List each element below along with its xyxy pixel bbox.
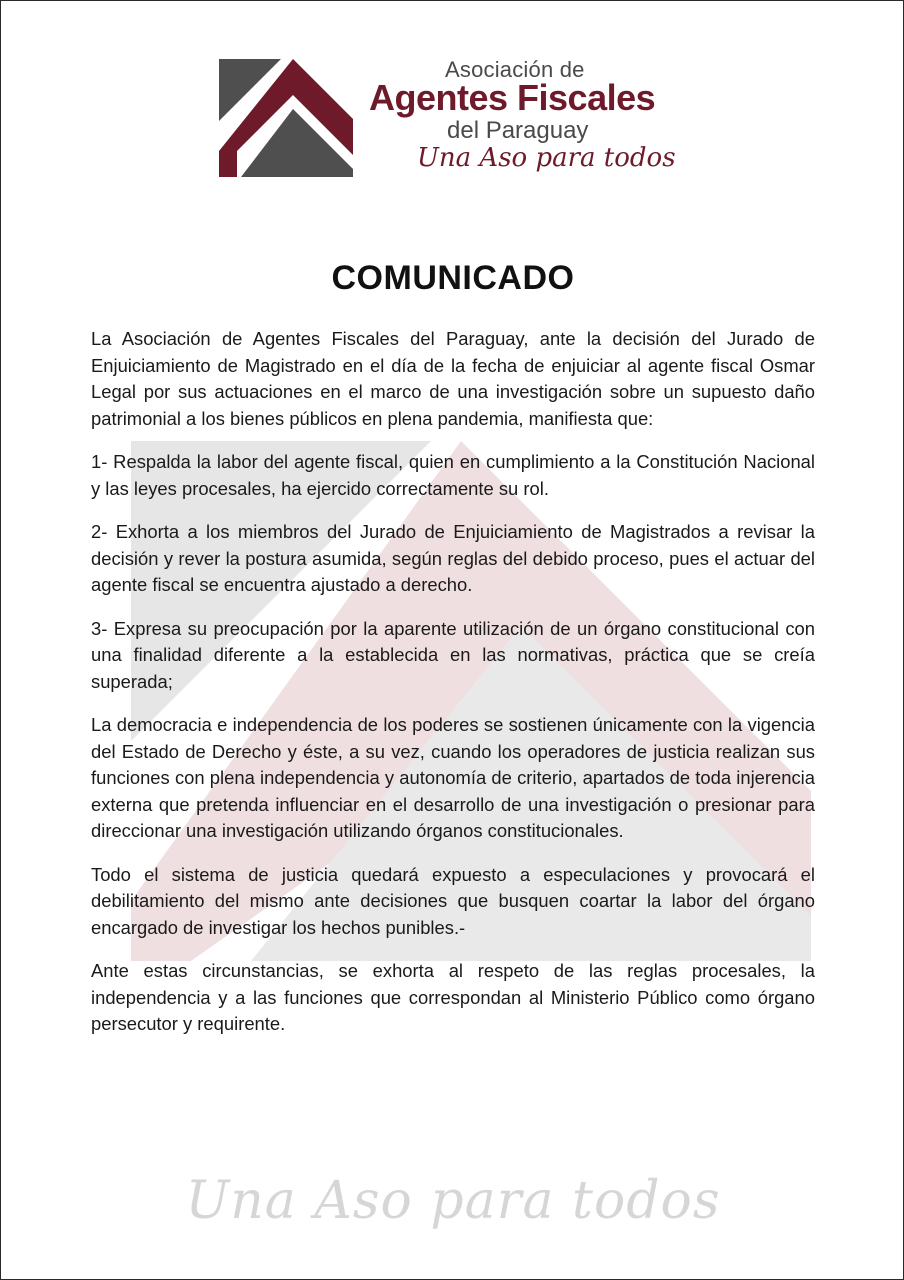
logo-text-line1: Asociación de [445,57,585,82]
footer-tagline: Una Aso para todos [185,1171,721,1231]
paragraph-point-2: 2- Exhorta a los miembros del Jurado de Enjuiciamiento de Magistrados a revisar la decisión y rever la postura asumida, según reglas del debido proceso, pues el actuar del agente fiscal se encuentra ajustado a derecho. [91,521,815,595]
paragraph-intro: La Asociación de Agentes Fiscales del Paraguay, ante la decisión del Jurado de Enjuiciamiento de Magistrado en el día de la fecha de enjuiciar al agente fiscal Osmar Legal por sus actuaciones en el marco de una investigación sobre un supuesto daño patrimonial a los bienes públicos en plena pandemia, manifiesta que: [91,328,815,429]
paragraph-point-1: 1- Respalda la labor del agente fiscal, quien en cumplimiento a la Constitución Nacional y las leyes procesales, ha ejercido correctamente su rol. [91,451,815,499]
house-roof-icon [219,59,353,177]
association-logo [219,57,739,187]
document-body [91,326,815,1055]
logo-text-line2: Agentes Fiscales [369,77,656,118]
paragraph-point-3: 3- Expresa su preocupación por la aparente utilización de un órgano constitucional con una finalidad diferente a la establecida en las normativas, práctica que se creía superada; [91,617,815,692]
paragraph-closing: Ante estas circunstancias, se exhorta al respeto de las reglas procesales, la independencia y a las funciones que correspondan al Ministerio Público como órgano persecutor y requirente. [91,960,815,1034]
paragraph-democracy: La democracia e independencia de los poderes se sostienen únicamente con la vigencia del Estado de Derecho y éste, a su vez, cuando los operadores de justicia realizan sus funciones con plena independencia y autonomía de criterio, apartados de toda injerencia externa que pretenda influenciar en el desarrollo de una investigación o presionar para direccionar una investigación utilizando órganos constitucionales. [91,714,815,841]
logo-tagline: Una Aso para todos [417,143,676,173]
paragraph-justice-system: Todo el sistema de justicia quedará expuesto a especulaciones y provocará el debilitamiento del mismo ante decisiones que busquen coartar la labor del órgano encargado de investigar los hechos punibles.- [91,863,815,938]
logo-text-line3: del Paraguay [447,117,589,144]
document-title: COMUNICADO [331,259,575,297]
